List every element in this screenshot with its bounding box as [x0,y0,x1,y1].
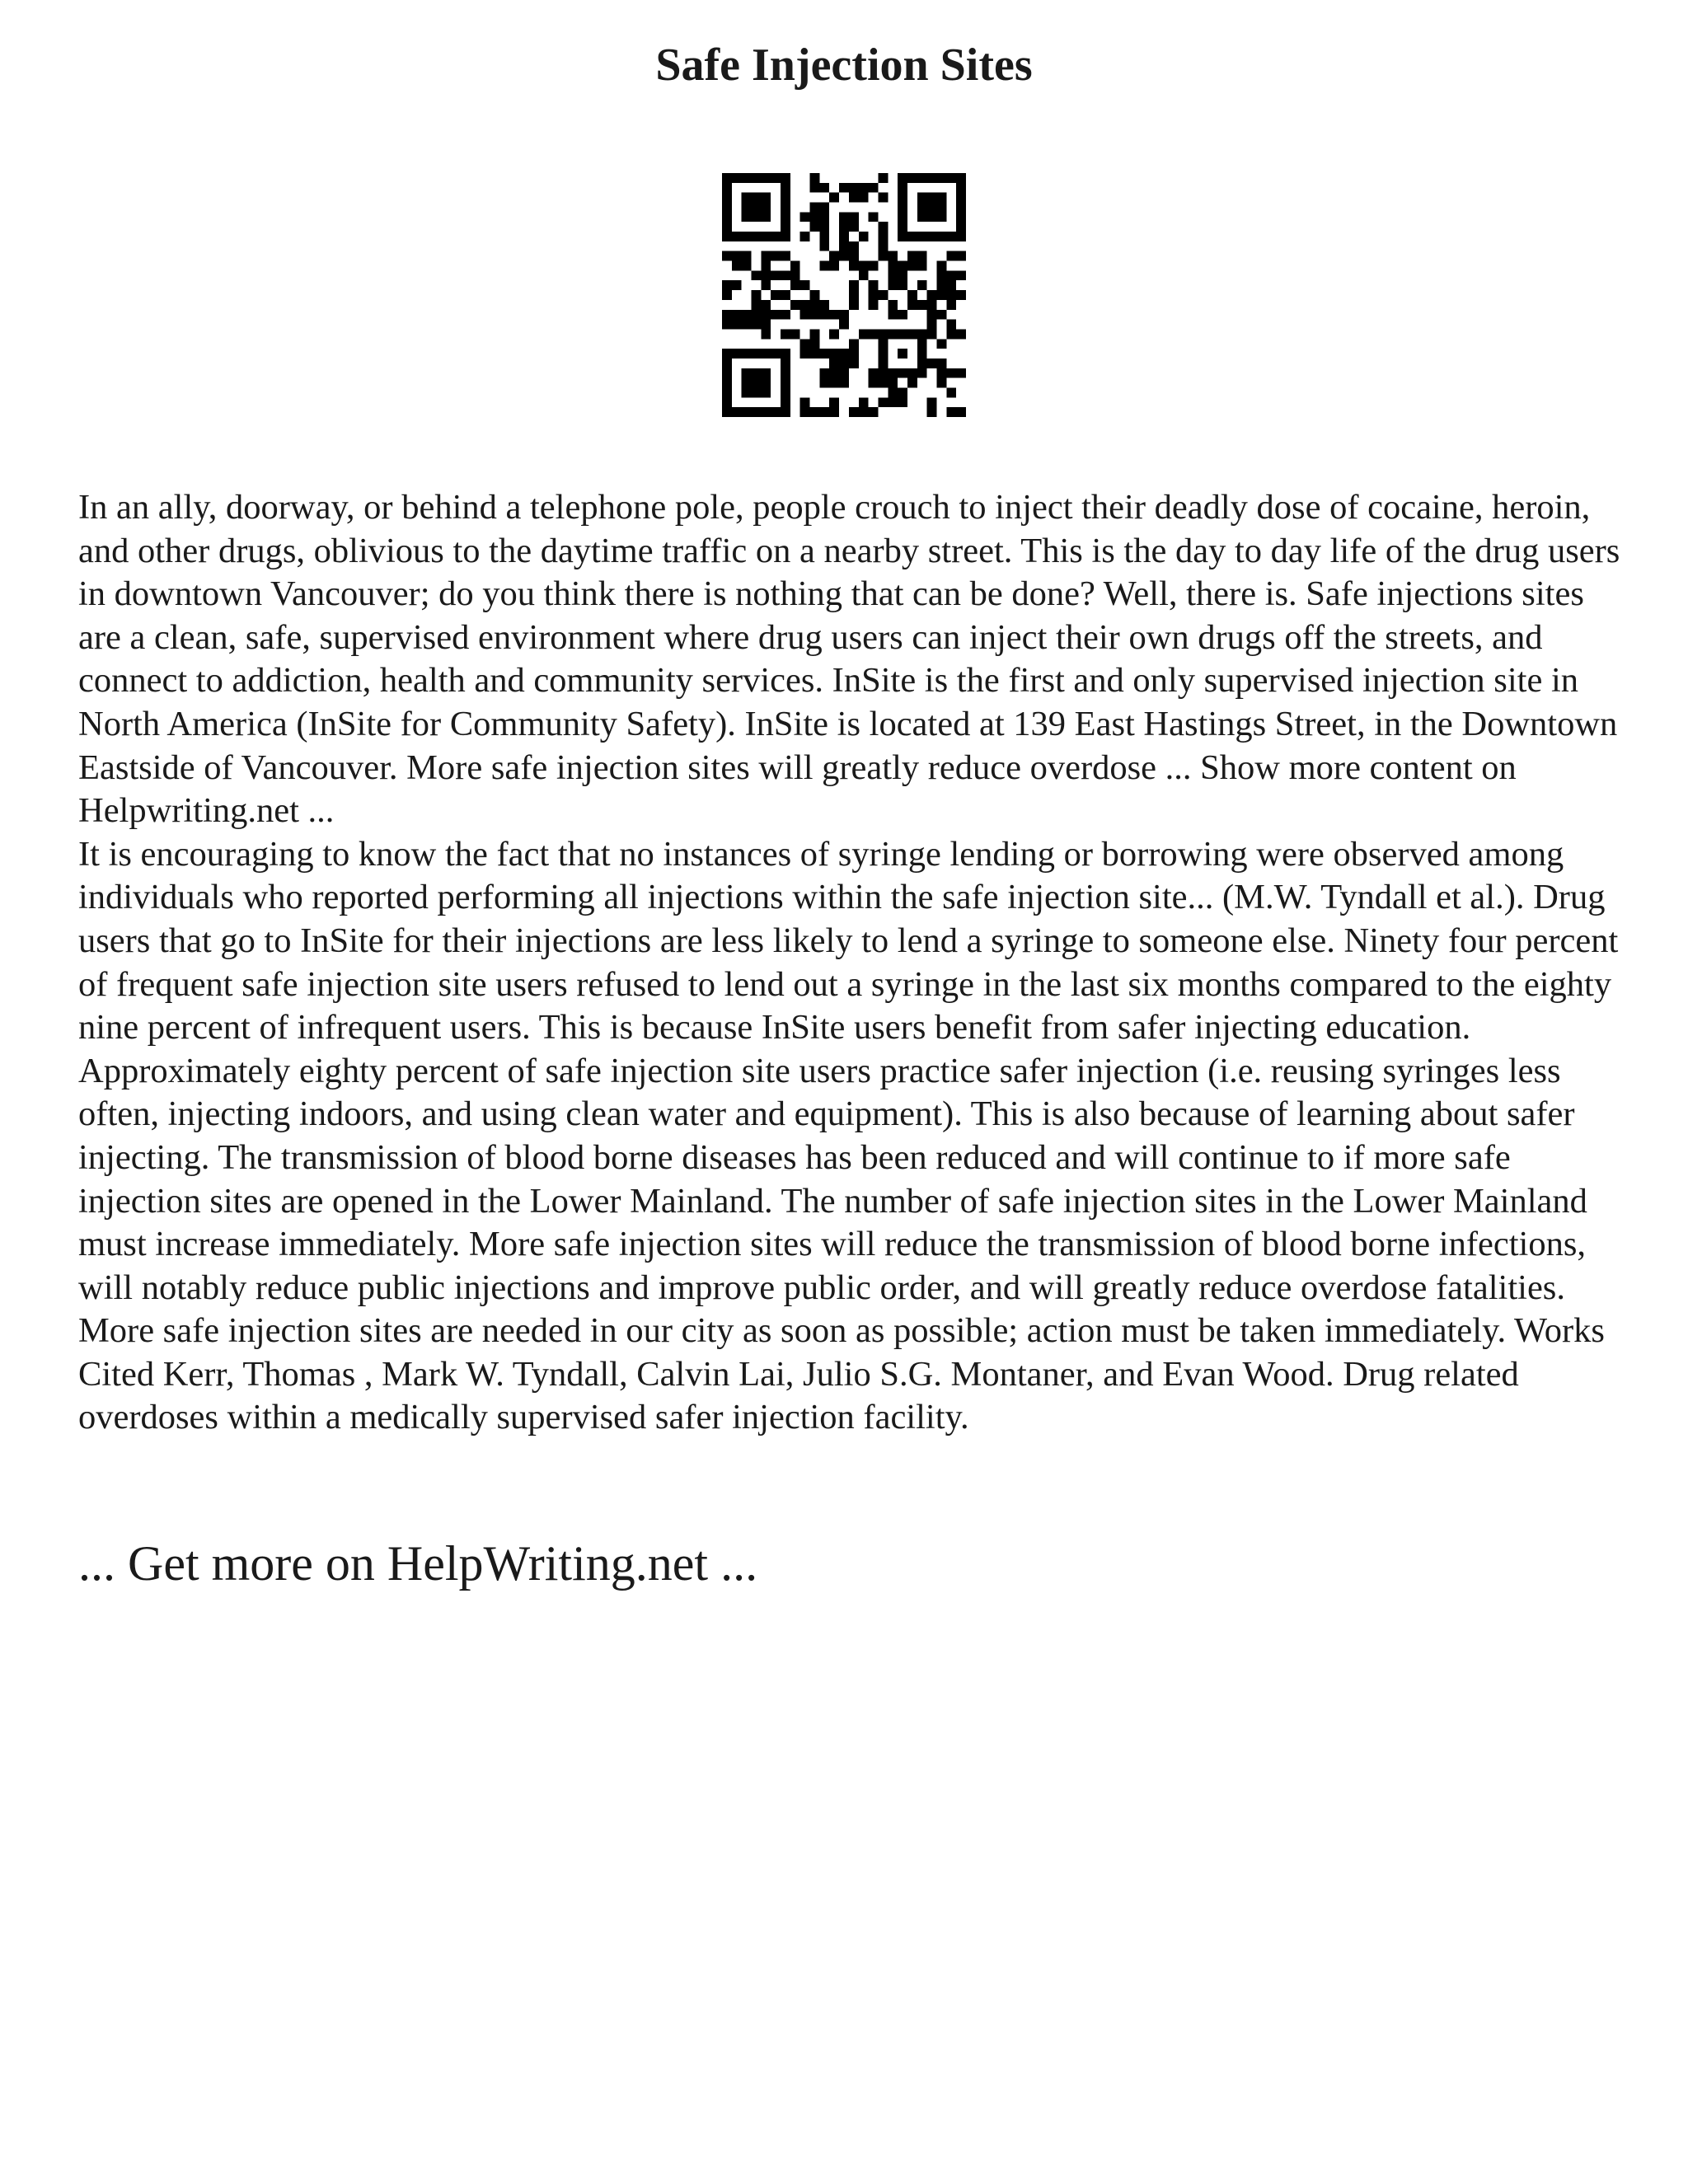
page-title: Safe Injection Sites [655,40,1033,91]
qr-code-icon[interactable] [722,173,966,417]
article-body [78,486,1628,1440]
paragraph-2: It is encouraging to know the fact that no instances of syringe lending or borrowing were observed among individuals who reported performing all injections within the safe injection site... (M.W. Tyndall et al.). Drug users that go to InSite for their injections are less likely to lend a syringe to someone else. Ninety four percent of frequent safe injection site users refused to lend out a syringe in the last six months compared to the eighty nine percent of infrequent users. This is because InSite users benefit from safer injecting education. Approximately eighty percent of safe injection site users practice safer injection (i.e. reusing syringes less often, injecting indoors, and using clean water and equipment). This is also because of learning about safer injecting. The transmission of blood borne diseases has been reduced and will continue to if more safe injection sites are opened in the Lower Mainland. The number of safe injection sites in the Lower Mainland must increase immediately. More safe injection sites will reduce the transmission of blood borne infections, will notably reduce public injections and improve public order, and will greatly reduce overdose fatalities. More safe injection sites are needed in our city as soon as possible; action must be taken immediately. Works Cited Kerr, Thomas , Mark W. Tyndall, Calvin Lai, Julio S.G. Montaner, and Evan Wood. Drug related overdoses within a medically supervised safer injection facility. [78,834,1619,1437]
paragraph-1: In an ally, doorway, or behind a telephone pole, people crouch to inject their deadly dose of cocaine, heroin, and other drugs, oblivious to the daytime traffic on a nearby street. This is the day to day life of the drug users in downtown Vancouver; do you think there is nothing that can be done? Well, there is. Safe injections sites are a clean, safe, supervised environment where drug users can inject their own drugs off the streets, and connect to addiction, health and community services. InSite is the first and only supervised injection site in North America (InSite for Community Safety). InSite is located at 139 East Hastings Street, in the Downtown Eastside of Vancouver. More safe injection sites will greatly reduce overdose ... Show more content on Helpwriting.net ... [78,488,1620,831]
get-more-link[interactable]: ... Get more on HelpWriting.net ... [78,1536,758,1591]
